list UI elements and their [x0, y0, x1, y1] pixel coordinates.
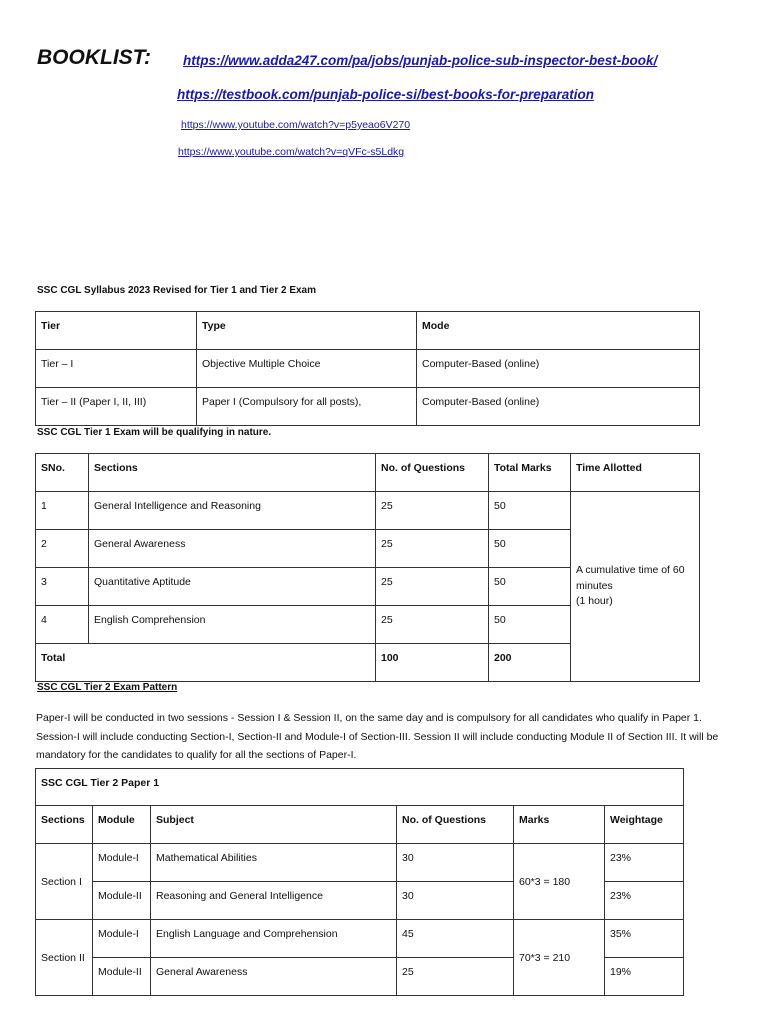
- cell: 3: [36, 568, 89, 606]
- cell: Tier – I: [36, 350, 197, 388]
- header-cell: Weightage: [605, 806, 684, 844]
- cell: 25: [397, 958, 514, 996]
- cell: 50: [489, 568, 571, 606]
- cell: 30: [397, 844, 514, 882]
- cell: Objective Multiple Choice: [197, 350, 417, 388]
- cell: Paper I (Compulsory for all posts),: [197, 388, 417, 426]
- cell: 100: [376, 644, 489, 682]
- header-cell: No. of Questions: [376, 454, 489, 492]
- table-row: [36, 492, 700, 530]
- cell: 25: [376, 568, 489, 606]
- cell: 1: [36, 492, 89, 530]
- marks-cell: 70*3 = 210: [514, 920, 605, 996]
- cell: 50: [489, 492, 571, 530]
- cell: Total: [36, 644, 376, 682]
- section-cell: Section I: [36, 844, 93, 920]
- cell: 23%: [605, 844, 684, 882]
- header-cell: Time Allotted: [571, 454, 700, 492]
- tier1-table: [35, 453, 700, 682]
- header-cell: Subject: [151, 806, 397, 844]
- cell: Module-I: [93, 920, 151, 958]
- tier2-paragraph: Paper-I will be conducted in two sessions - Session I & Session II, on the same day and is compulsory for all candidates who qualify in Paper 1. Session-I will include conducting Section-I, Section-II and Module-I of Section-III. Session II will include conducting Module II of Section III. It will be mandatory for the candidates to qualify for all the sections of Paper-I.: [36, 712, 719, 761]
- cell: General Awareness: [151, 958, 397, 996]
- cell: 4: [36, 606, 89, 644]
- tier1-note: SSC CGL Tier 1 Exam will be qualifying in nature.: [37, 427, 272, 438]
- cell: 25: [376, 530, 489, 568]
- header-cell: Module: [93, 806, 151, 844]
- cell: Reasoning and General Intelligence: [151, 882, 397, 920]
- table-header-row: [36, 806, 684, 844]
- cell: 200: [489, 644, 571, 682]
- cell: General Awareness: [89, 530, 376, 568]
- syllabus-heading: SSC CGL Syllabus 2023 Revised for Tier 1 and Tier 2 Exam: [37, 285, 317, 296]
- cell: 2: [36, 530, 89, 568]
- adda247-link[interactable]: https://www.adda247.com/pa/jobs/punjab-police-sub-inspector-best-book/: [183, 53, 658, 68]
- table-header-row: [36, 454, 700, 492]
- cell: 50: [489, 606, 571, 644]
- cell: 23%: [605, 882, 684, 920]
- cell: 30: [397, 882, 514, 920]
- header-cell: No. of Questions: [397, 806, 514, 844]
- marks-cell: 60*3 = 180: [514, 844, 605, 920]
- cell: 19%: [605, 958, 684, 996]
- cell: 25: [376, 492, 489, 530]
- cell: Tier – II (Paper I, II, III): [36, 388, 197, 426]
- header-cell: Type: [197, 312, 417, 350]
- table-title-row: [36, 769, 684, 806]
- youtube-link-2[interactable]: https://www.youtube.com/watch?v=qVFc-s5Ldkg: [178, 146, 405, 158]
- testbook-link[interactable]: https://testbook.com/punjab-police-si/best-books-for-preparation: [177, 87, 595, 102]
- cell: Quantitative Aptitude: [89, 568, 376, 606]
- time-allotted-cell: [571, 492, 700, 682]
- cell: Computer-Based (online): [417, 388, 700, 426]
- table-title: SSC CGL Tier 2 Paper 1: [36, 769, 684, 806]
- booklist-label: BOOKLIST:: [37, 46, 151, 69]
- cell: Mathematical Abilities: [151, 844, 397, 882]
- header-cell: Total Marks: [489, 454, 571, 492]
- cell: 35%: [605, 920, 684, 958]
- time-line: minutes: [576, 579, 613, 592]
- time-line: (1 hour): [576, 595, 613, 608]
- table-row: [36, 844, 684, 882]
- section-cell: Section II: [36, 920, 93, 996]
- header-cell: SNo.: [36, 454, 89, 492]
- tier2-table: [35, 768, 684, 996]
- table-header-row: [36, 312, 700, 350]
- cell: Computer-Based (online): [417, 350, 700, 388]
- header-cell: Tier: [36, 312, 197, 350]
- table-row: [36, 920, 684, 958]
- cell: 25: [376, 606, 489, 644]
- cell: Module-II: [93, 958, 151, 996]
- cell: English Comprehension: [89, 606, 376, 644]
- cell: Module-II: [93, 882, 151, 920]
- cell: Module-I: [93, 844, 151, 882]
- cell: English Language and Comprehension: [151, 920, 397, 958]
- cell: 45: [397, 920, 514, 958]
- cell: General Intelligence and Reasoning: [89, 492, 376, 530]
- cell: 50: [489, 530, 571, 568]
- header-cell: Mode: [417, 312, 700, 350]
- header-cell: Sections: [36, 806, 93, 844]
- header-cell: Sections: [89, 454, 376, 492]
- youtube-link-1[interactable]: https://www.youtube.com/watch?v=p5yeao6V270: [181, 119, 411, 131]
- time-line: A cumulative time of 60: [576, 564, 685, 577]
- header-cell: Marks: [514, 806, 605, 844]
- tier-table: [35, 311, 700, 426]
- table-row: [36, 388, 700, 426]
- tier2-heading: SSC CGL Tier 2 Exam Pattern: [37, 682, 178, 693]
- table-row: [36, 350, 700, 388]
